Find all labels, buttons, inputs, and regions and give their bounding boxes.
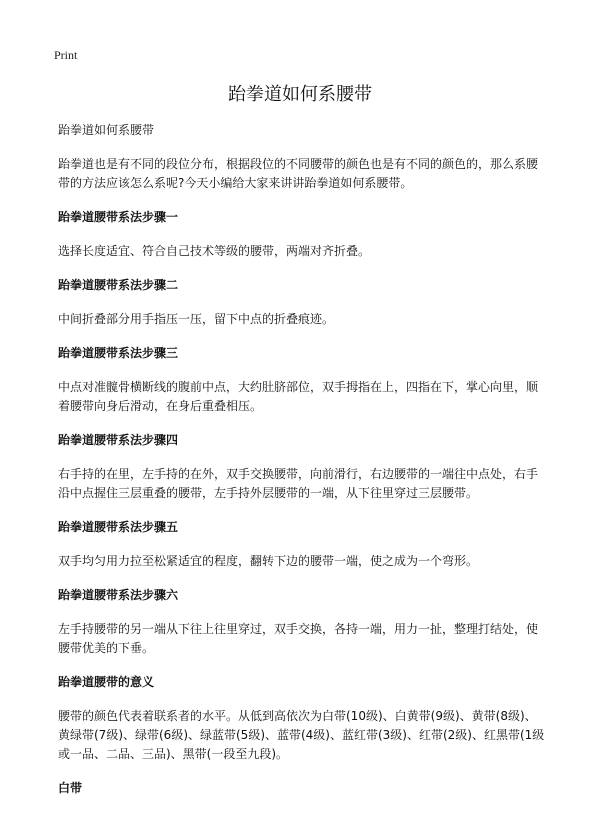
intro-paragraph: 跆拳道也是有不同的段位分布，根据段位的不同腰带的颜色也是有不同的颜色的，那么系腰带的方法应该怎么系呢?今天小编给大家来讲讲跆拳道如何系腰带。: [58, 157, 539, 190]
section-heading: 跆拳道腰带系法步骤三: [58, 346, 179, 360]
article-subtitle: 跆拳道如何系腰带: [58, 123, 155, 137]
section-heading: 跆拳道腰带系法步骤二: [58, 278, 179, 292]
section-heading: 跆拳道腰带系法步骤五: [58, 520, 179, 534]
section-heading: 跆拳道腰带系法步骤四: [58, 433, 179, 447]
section-body: 右手持的在里，左手持的在外，双手交换腰带，向前滑行，右边腰带的一端往中点处，右手沿中点握住三层重叠的腰带，左手持外层腰带的一端，从下往里穿过三层腰带。: [58, 467, 539, 500]
print-link[interactable]: Print: [54, 48, 78, 62]
section-heading: 跆拳道腰带系法步骤六: [58, 588, 179, 602]
section-body: 中间折叠部分用手指压一压，留下中点的折叠痕迹。: [58, 312, 335, 326]
final-heading: 白带: [58, 781, 83, 795]
section-body: 腰带的颜色代表着联系者的水平。从低到高依次为白带(10级)、白黄带(9级)、黄带(8级)、黄绿带(7级)、绿带(6级)、绿蓝带(5级)、蓝带(4级)、蓝红带(3级)、红带(2级)、红黑带(1级或一品、二品、三品)、黑带(一段至九段)。: [58, 709, 545, 761]
section-body: 双手均匀用力拉至松紧适宜的程度，翻转下边的腰带一端，使之成为一个弯形。: [58, 554, 479, 568]
page-title: 跆拳道如何系腰带: [228, 84, 372, 105]
section-body: 中点对准髋骨横断线的腹前中点，大约肚脐部位，双手拇指在上，四指在下，掌心向里，顺着腰带向身后滑动，在身后重叠相压。: [58, 380, 539, 413]
section-heading: 跆拳道腰带的意义: [58, 675, 155, 689]
article-body: [58, 121, 548, 798]
section-body: 选择长度适宜、符合自己技术等级的腰带，两端对齐折叠。: [58, 244, 371, 258]
section-body: 左手持腰带的另一端从下往上往里穿过，双手交换，各持一端，用力一扯，整理打结处，使腰带优美的下垂。: [58, 622, 539, 655]
section-heading: 跆拳道腰带系法步骤一: [58, 210, 179, 224]
